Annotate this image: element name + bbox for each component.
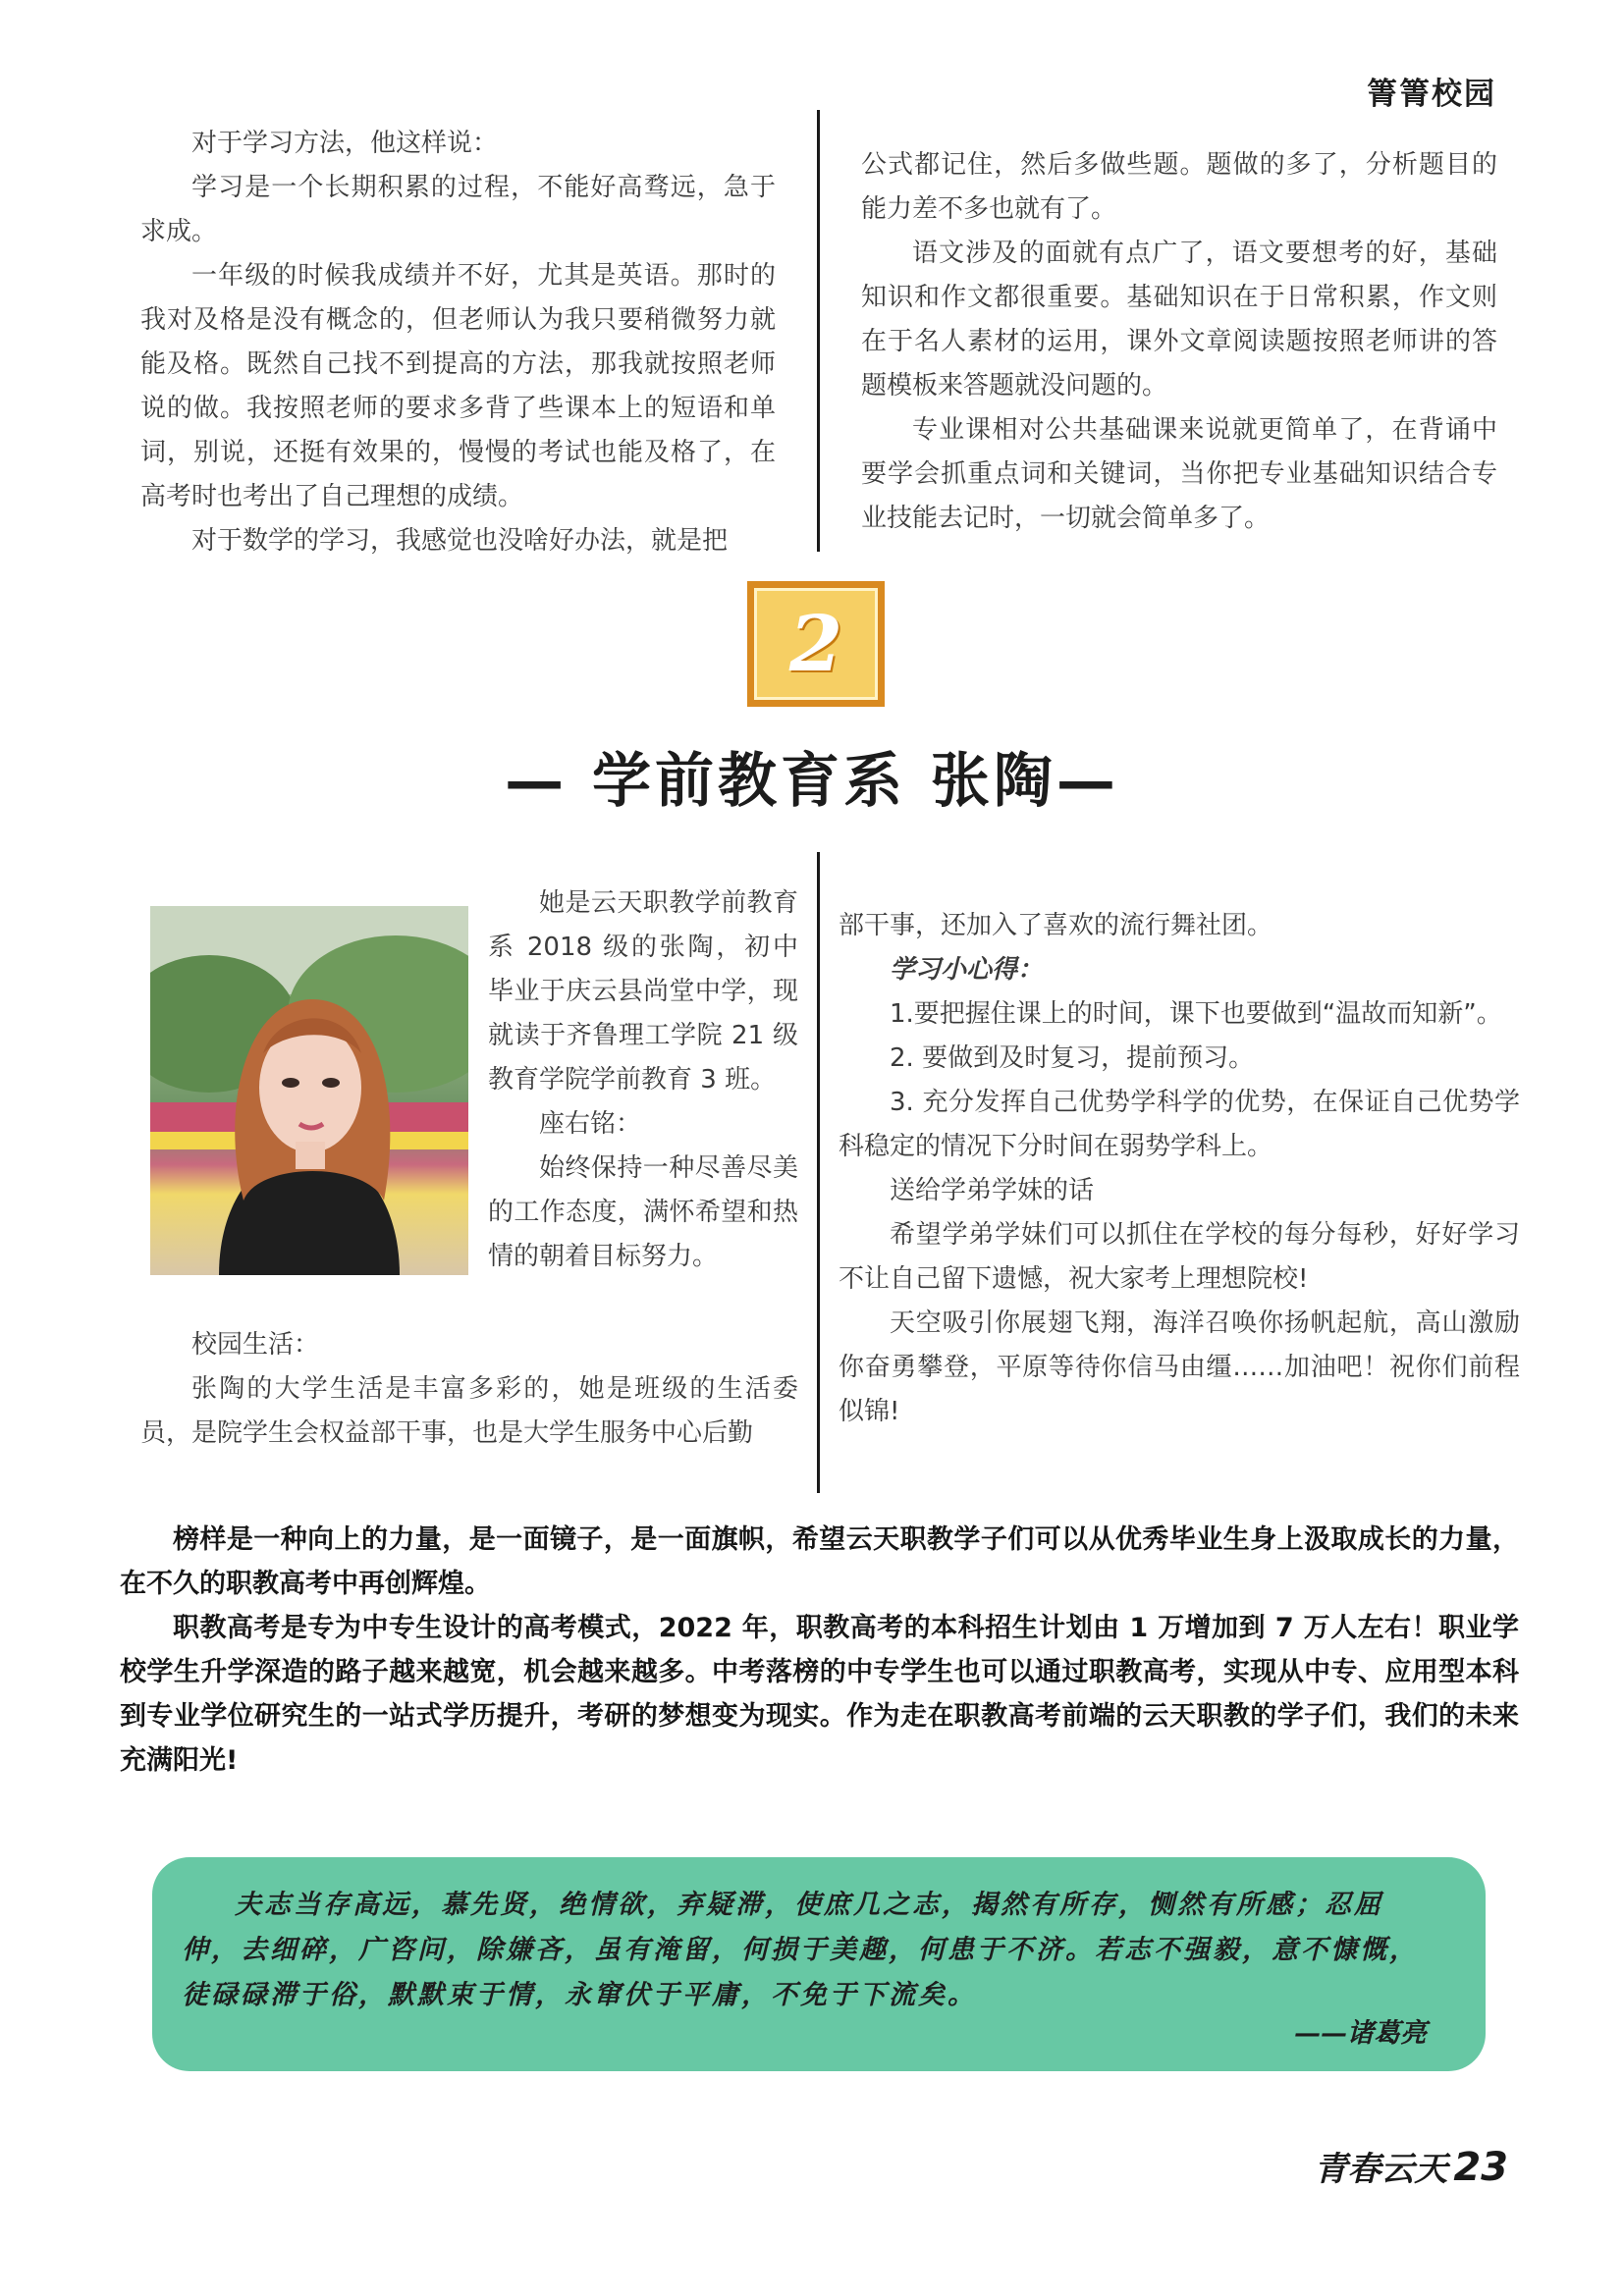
campus-label: 校园生活：: [191, 1330, 320, 1360]
paragraph: 对于数学的学习，我感觉也没啥好办法，就是把: [191, 526, 729, 556]
paragraph: 公式都记住，然后多做些题。题做的多了，分析题目的能力差不多也就有了。: [861, 150, 1497, 224]
paragraph: 部干事，还加入了喜欢的流行舞社团。: [839, 911, 1273, 940]
words-text: 希望学弟学妹们可以抓住在学校的每分每秒，好好学习不让自己留下遗憾，祝大家考上理想院校!: [839, 1220, 1520, 1294]
summary-paragraph: 榜样是一种向上的力量，是一面镜子，是一面旗帜，希望云天职教学子们可以从优秀毕业生身上汲取成长的力量，在不久的职教高考中再创辉煌。: [120, 1524, 1519, 1599]
magazine-name: 青春云天: [1314, 2150, 1448, 2189]
tips-label: 学习小心得：: [890, 955, 1044, 985]
intro-text: 她是云天职教学前教育系 2018 级的张陶，初中毕业于庆云县尚堂中学，现就读于齐鲁理工学院 21 级教育学院学前教育 3 班。: [488, 888, 798, 1095]
quote-author: ——诸葛亮: [1294, 2018, 1427, 2049]
tip-item: 1.要把握住课上的时间，课下也要做到“温故而知新”。: [890, 999, 1502, 1029]
column-divider: [817, 852, 820, 1493]
section-label: 箐箐校园: [1367, 77, 1496, 112]
number-badge-label: 2: [754, 588, 878, 700]
page-footer: [1314, 2142, 1508, 2190]
profile-intro: [488, 881, 798, 1279]
motto-text: 始终保持一种尽善尽美的工作态度，满怀希望和热情的朝着目标努力。: [488, 1153, 798, 1271]
words-label: 送给学弟学妹的话: [890, 1176, 1095, 1205]
campus-text: 张陶的大学生活是丰富多彩的，她是班级的生活委员，是院学生会权益部干事，也是大学生服务中心后勤: [140, 1374, 798, 1448]
motto-label: 座右铭：: [539, 1109, 642, 1139]
paragraph: 一年级的时候我成绩并不好，尤其是英语。那时的我对及格是没有概念的，但老师认为我只要稍微努力就能及格。既然自己找不到提高的方法，那我就按照老师说的做。我按照老师的要求多背了些课本上的短语和单词，别说，还挺有效果的，慢慢的考试也能及格了，在高考时也考出了自己理想的成绩。: [140, 261, 776, 511]
blessing-text: 天空吸引你展翅飞翔，海洋召唤你扬帆起航，高山激励你奋勇攀登，平原等待你信马由缰……加油吧！祝你们前程似锦!: [839, 1308, 1520, 1426]
paragraph: 学习是一个长期积累的过程，不能好高骛远，急于求成。: [140, 173, 776, 246]
summary-paragraph: 职教高考是专为中专生设计的高考模式，2022 年，职教高考的本科招生计划由 1 万增加到 7 万人左右！职业学校学生升学深造的路子越来越宽，机会越来越多。中考落榜的中专学生也可以通过职教高考，实现从中专、应用型本科到专业学位研究生的一站式学历提升，考研的梦想变为现实。作为走在职教高考前端的云天职教的学子们，我们的未来充满阳光!: [120, 1613, 1519, 1776]
page-number: 23: [1453, 2145, 1508, 2190]
paragraph: 语文涉及的面就有点广了，语文要想考的好，基础知识和作文都很重要。基础知识在于日常积累，作文则在于名人素材的运用，课外文章阅读题按照老师讲的答题模板来答题就没问题的。: [861, 239, 1497, 400]
quote-text: 夫志当存高远，慕先贤，绝情欲，弃疑滞，使庶几之志，揭然有所存，恻然有所感；忍屈伸，去细碎，广咨问，除嫌吝，虽有淹留，何损于美趣，何患于不济。若志不强毅，意不慷慨，徒碌碌滞于俗，默默束于情，永窜伏于平庸，不免于下流矣。: [182, 1890, 1419, 2010]
number-badge: [747, 581, 885, 707]
section-heading: — 学前教育系 张陶—: [505, 747, 1119, 816]
paragraph: 专业课相对公共基础课来说就更简单了，在背诵中要学会抓重点词和关键词，当你把专业基础知识结合专业技能去记时，一切就会简单多了。: [861, 415, 1497, 533]
summary-block: [120, 1518, 1519, 1783]
top-left-column: [140, 122, 776, 563]
top-right-column: [861, 143, 1497, 541]
tip-item: 3. 充分发挥自己优势学科学的优势，在保证自己优势学科稳定的情况下分时间在弱势学科上。: [839, 1088, 1520, 1161]
profile-right-column: [839, 904, 1520, 1434]
quote-box: [152, 1857, 1486, 2071]
column-divider: [817, 110, 820, 552]
campus-life: [140, 1323, 798, 1456]
profile-photo: [150, 906, 468, 1275]
tip-item: 2. 要做到及时复习，提前预习。: [890, 1043, 1255, 1073]
paragraph: 对于学习方法，他这样说：: [191, 129, 499, 158]
